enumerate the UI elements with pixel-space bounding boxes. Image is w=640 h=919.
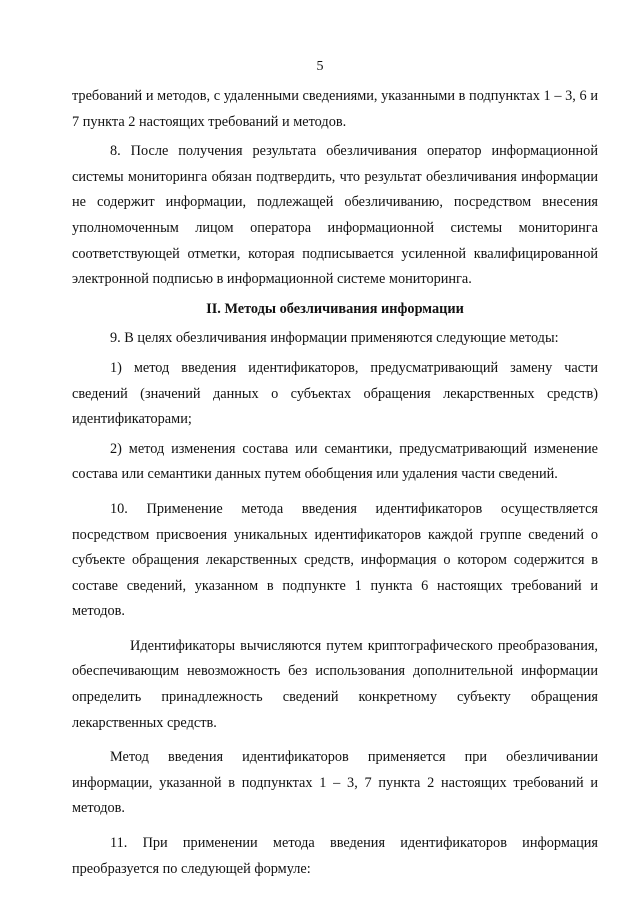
paragraph-8: 8. После получения результата обезличивания оператор информационной системы мониторинга обязан подтвердить, что результат обезличивания информации не содержит информации, подлежащей обезличиванию, посредством внесения уполномоченным лицом оператора информационной системы мониторинга соответствующей отметки, которая подписывается усиленной квалифицированной электронной подписью в информационной системе мониторинга. [72,143,598,288]
document-body [72,84,598,882]
section-heading: II. Методы обезличивания информации [206,300,464,317]
paragraph-9: 9. В целях обезличивания информации применяются следующие методы: [110,330,559,347]
paragraph-identifiers: Идентификаторы вычисляются путем криптографического преобразования, обеспечивающим невозможность без использования дополнительной информации определить принадлежность сведений конкретному субъекту обращения лекарственных средств. [72,637,598,731]
paragraph-method-applies: Метод введения идентификаторов применяется при обезличивании информации, указанной в подпунктах 1 – 3, 7 пункта 2 настоящих требований и методов. [72,749,598,817]
list-item-method-2: 2) метод изменения состава или семантики, предусматривающий изменение состава или семантики данных путем обобщения или удаления части сведений. [72,440,598,483]
paragraph-10: 10. Применение метода введения идентификаторов осуществляется посредством присвоения уникальных идентификаторов каждой группе сведений о субъекте обращения лекарственных средств, информация о котором содержится в составе сведений, указанном в подпункте 1 пункта 6 настоящих требований и методов. [72,500,598,620]
list-item-method-1: 1) метод введения идентификаторов, предусматривающий замену части сведений (значений данных о субъектах обращения лекарственных средств) идентификаторами; [72,359,598,428]
paragraph-continuation: требований и методов, с удаленными сведениями, указанными в подпунктах 1 – 3, 6 и 7 пункта 2 настоящих требований и методов. [72,88,598,130]
paragraph-11: 11. При применении метода введения идентификаторов информация преобразуется по следующей формуле: [72,835,598,877]
page-number: 5 [316,59,324,74]
